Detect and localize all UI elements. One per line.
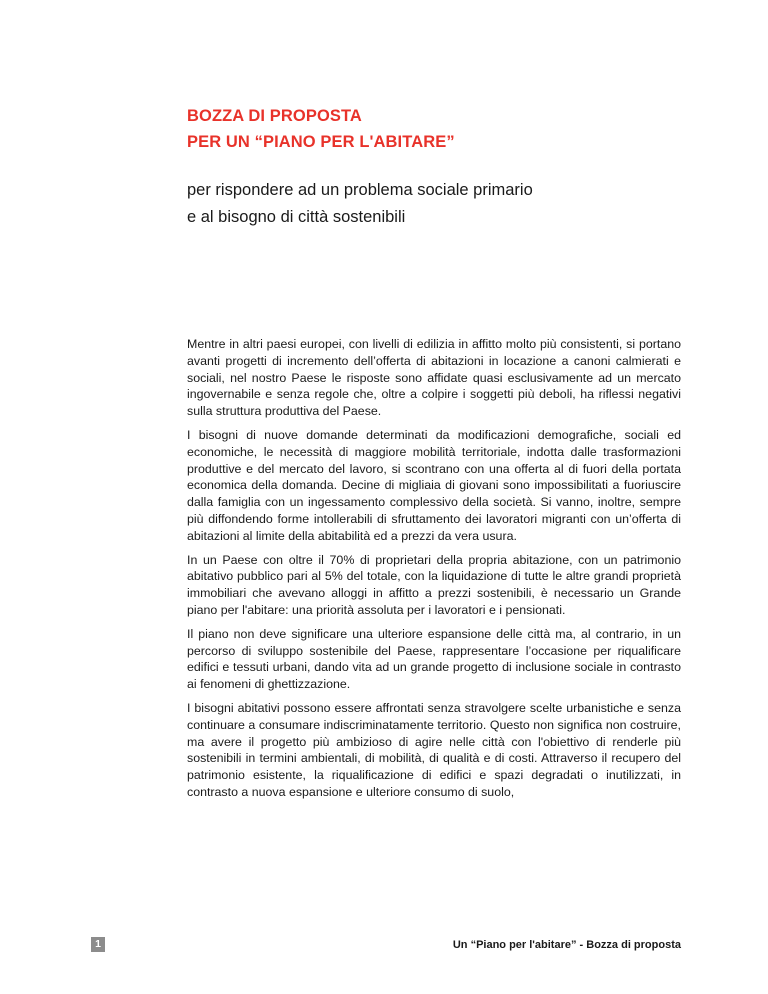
subtitle-line-2: e al bisogno di città sostenibili (187, 208, 406, 226)
body-text (187, 336, 681, 808)
title-line-1: BOZZA DI PROPOSTA (187, 107, 362, 125)
running-title: Un “Piano per l'abitare” - Bozza di proposta (452, 939, 681, 951)
title-line-2: PER UN “PIANO PER L'ABITARE” (187, 133, 455, 151)
document-title (187, 103, 707, 155)
paragraph: I bisogni di nuove domande determinati da modificazioni demografiche, sociali ed economiche, le necessità di maggiore mobilità territoriale, indotta dalle trasformazioni produttive e del mercato del lavoro, si scontrano con una offerta al di fuori della portata economica della domanda. Decine di migliaia di giovani sono impossibilitati a fuoriuscire dalla famiglia con un ingessamento complessivo della società. Si vanno, inoltre, sempre più diffondendo forme intollerabili di sfruttamento dei lavoratori migranti con un’offerta di abitazioni al limite della abitabilità ed a prezzi da vera usura. (187, 427, 681, 543)
page-footer (91, 936, 681, 954)
paragraph: Il piano non deve significare una ulteriore espansione delle città ma, al contrario, in un percorso di sviluppo sostenibile del Paese, rappresentare l’occasione per riqualificare edifici e tessuti urbani, dando vita ad un grande progetto di inclusione sociale in contrasto ai fenomeni di ghettizzazione. (187, 626, 681, 692)
document-subtitle (187, 177, 707, 231)
page-number-badge: 1 (91, 937, 105, 952)
paragraph: Mentre in altri paesi europei, con livelli di edilizia in affitto molto più consistenti, si portano avanti progetti di incremento dell’offerta di abitazioni in locazione a canoni calmierati e sociali, nel nostro Paese le risposte sono affidate quasi esclusivamente ad un mercato ingovernabile e senza regole che, oltre a colpire i soggetti più deboli, ha riflessi negativi sulla struttura produttiva del Paese. (187, 337, 681, 419)
paragraph: I bisogni abitativi possono essere affrontati senza stravolgere scelte urbanistiche e senza continuare a consumare indiscriminatamente territorio. Questo non significa non costruire, ma avere il progetto più ambizioso di agire nelle città con l'obiettivo di renderle più sostenibili in termini ambientali, di mobilità, di qualità e di costi. Attraverso il recupero del patrimonio esistente, la riqualificazione di edifici e spazi degradati o inutilizzati, in contrasto a nuova espansione e ulteriore consumo di suolo, (187, 700, 681, 799)
subtitle-line-1: per rispondere ad un problema sociale primario (187, 181, 533, 199)
paragraph: In un Paese con oltre il 70% di proprietari della propria abitazione, con un patrimonio abitativo pubblico pari al 5% del totale, con la liquidazione di tutte le altre grandi proprietà immobiliari che avevano alloggi in affitto a prezzi sostenibili, è necessario un Grande piano per l'abitare: una priorità assoluta per i lavoratori e i pensionati. (187, 552, 681, 617)
